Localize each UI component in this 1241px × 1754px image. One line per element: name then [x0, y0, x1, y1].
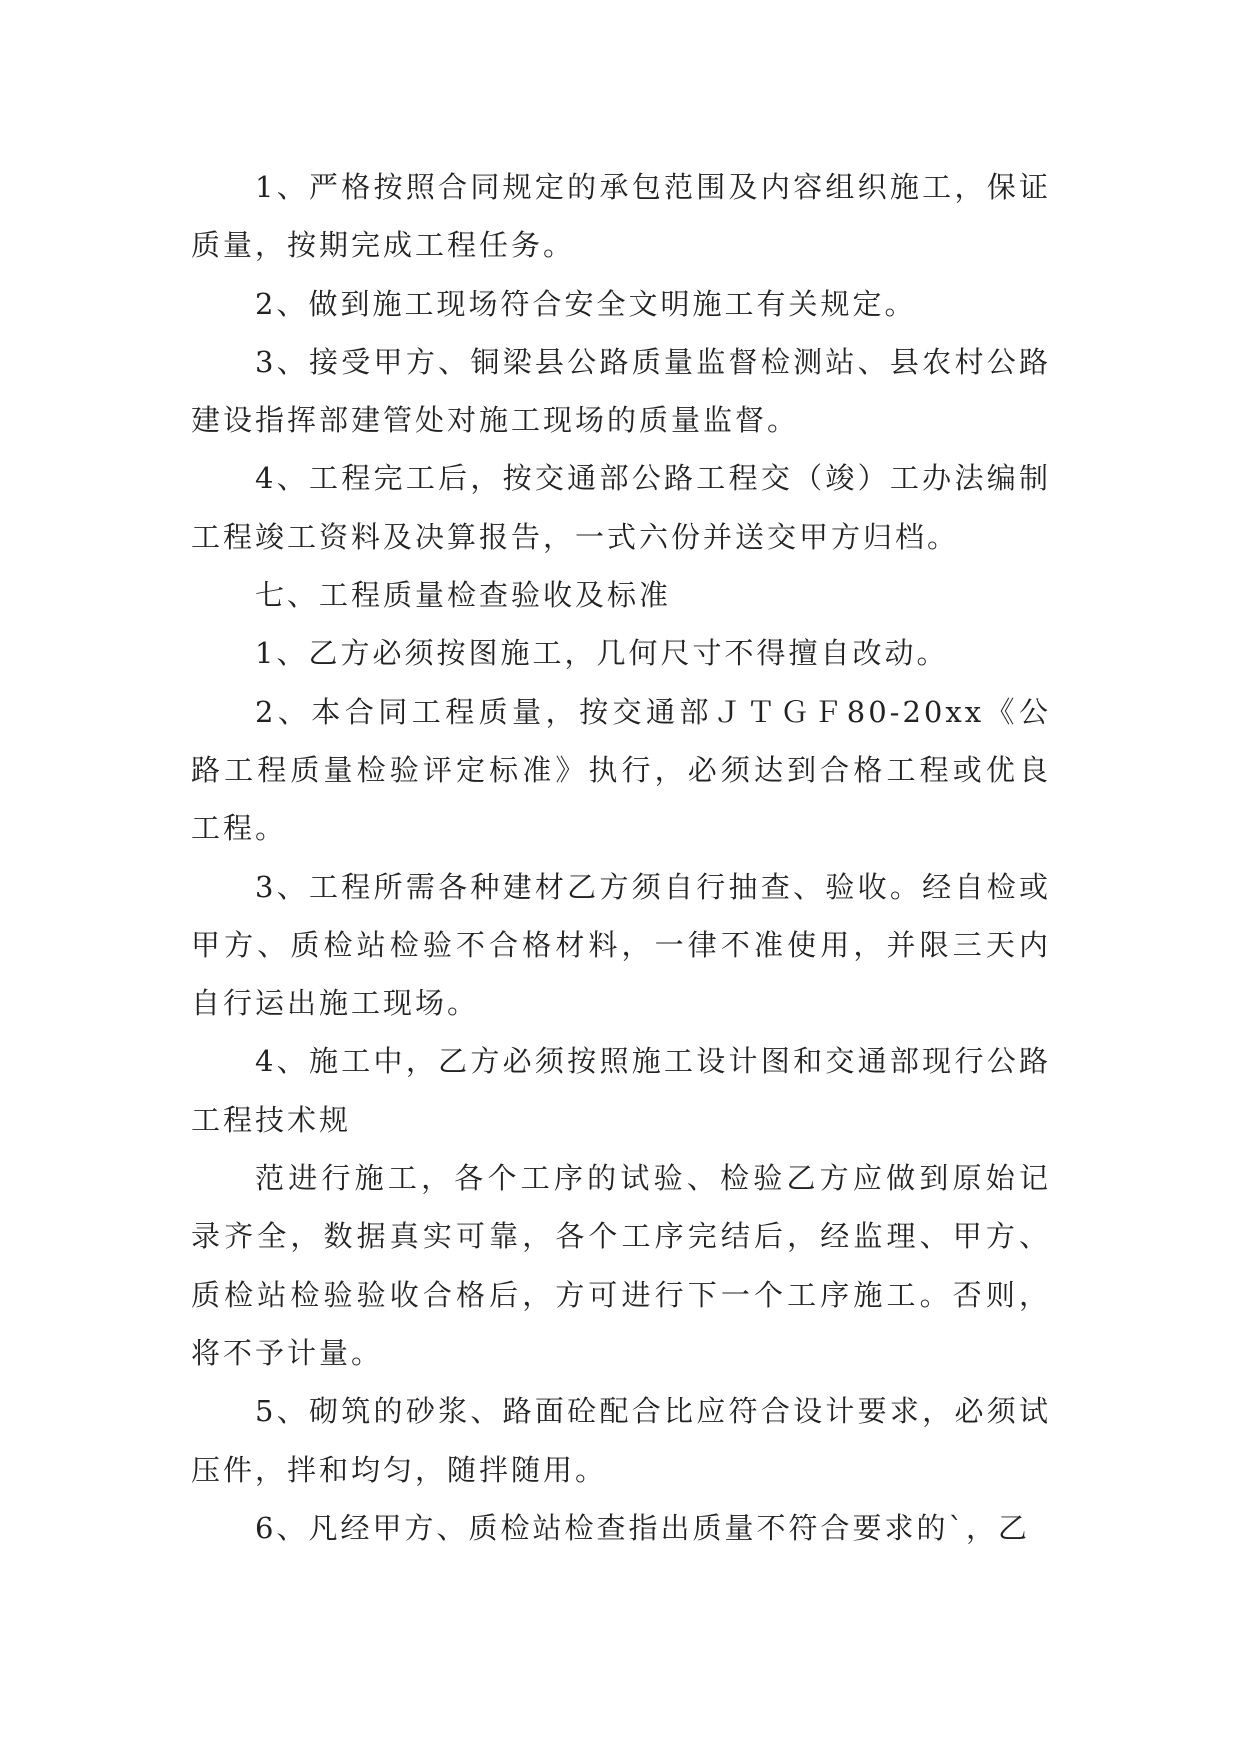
document-body — [191, 158, 1051, 1557]
paragraph-1: 1、严格按照合同规定的承包范围及内容组织施工，保证质量，按期完成工程任务。 — [191, 170, 1051, 263]
paragraph-11: 5、砌筑的砂浆、路面砼配合比应符合设计要求，必须试压件，拌和均匀，随拌随用。 — [191, 1394, 1051, 1487]
paragraph-8: 3、工程所需各种建材乙方须自行抽查、验收。经自检或甲方、质检站检验不合格材料，一律不准使用，并限三天内自行运出施工现场。 — [191, 869, 1051, 1021]
paragraph-6: 1、乙方必须按图施工，几何尺寸不得擅自改动。 — [255, 636, 949, 671]
paragraph-4: 4、工程完工后，按交通部公路工程交（竣）工办法编制工程竣工资料及决算报告，一式六份并送交甲方归档。 — [191, 461, 1051, 554]
section-heading: 七、工程质量检查验收及标准 — [255, 578, 672, 613]
paragraph-7: 2、本合同工程质量，按交通部ＪＴＧＦ80-20xx《公路工程质量检验评定标准》执行，必须达到合格工程或优良工程。 — [191, 694, 1051, 846]
paragraph-9: 4、施工中，乙方必须按照施工设计图和交通部现行公路工程技术规 — [191, 1044, 1051, 1137]
paragraph-10: 范进行施工，各个工序的试验、检验乙方应做到原始记录齐全，数据真实可靠，各个工序完结后，经监理、甲方、质检站检验验收合格后，方可进行下一个工序施工。否则，将不予计量。 — [191, 1161, 1051, 1370]
paragraph-3: 3、接受甲方、铜梁县公路质量监督检测站、县农村公路建设指挥部建管处对施工现场的质量监督。 — [191, 344, 1051, 438]
paragraph-2: 2、做到施工现场符合安全文明施工有关规定。 — [255, 286, 917, 321]
paragraph-12: 6、凡经甲方、质检站检查指出质量不符合要求的`，乙 — [255, 1510, 1030, 1545]
